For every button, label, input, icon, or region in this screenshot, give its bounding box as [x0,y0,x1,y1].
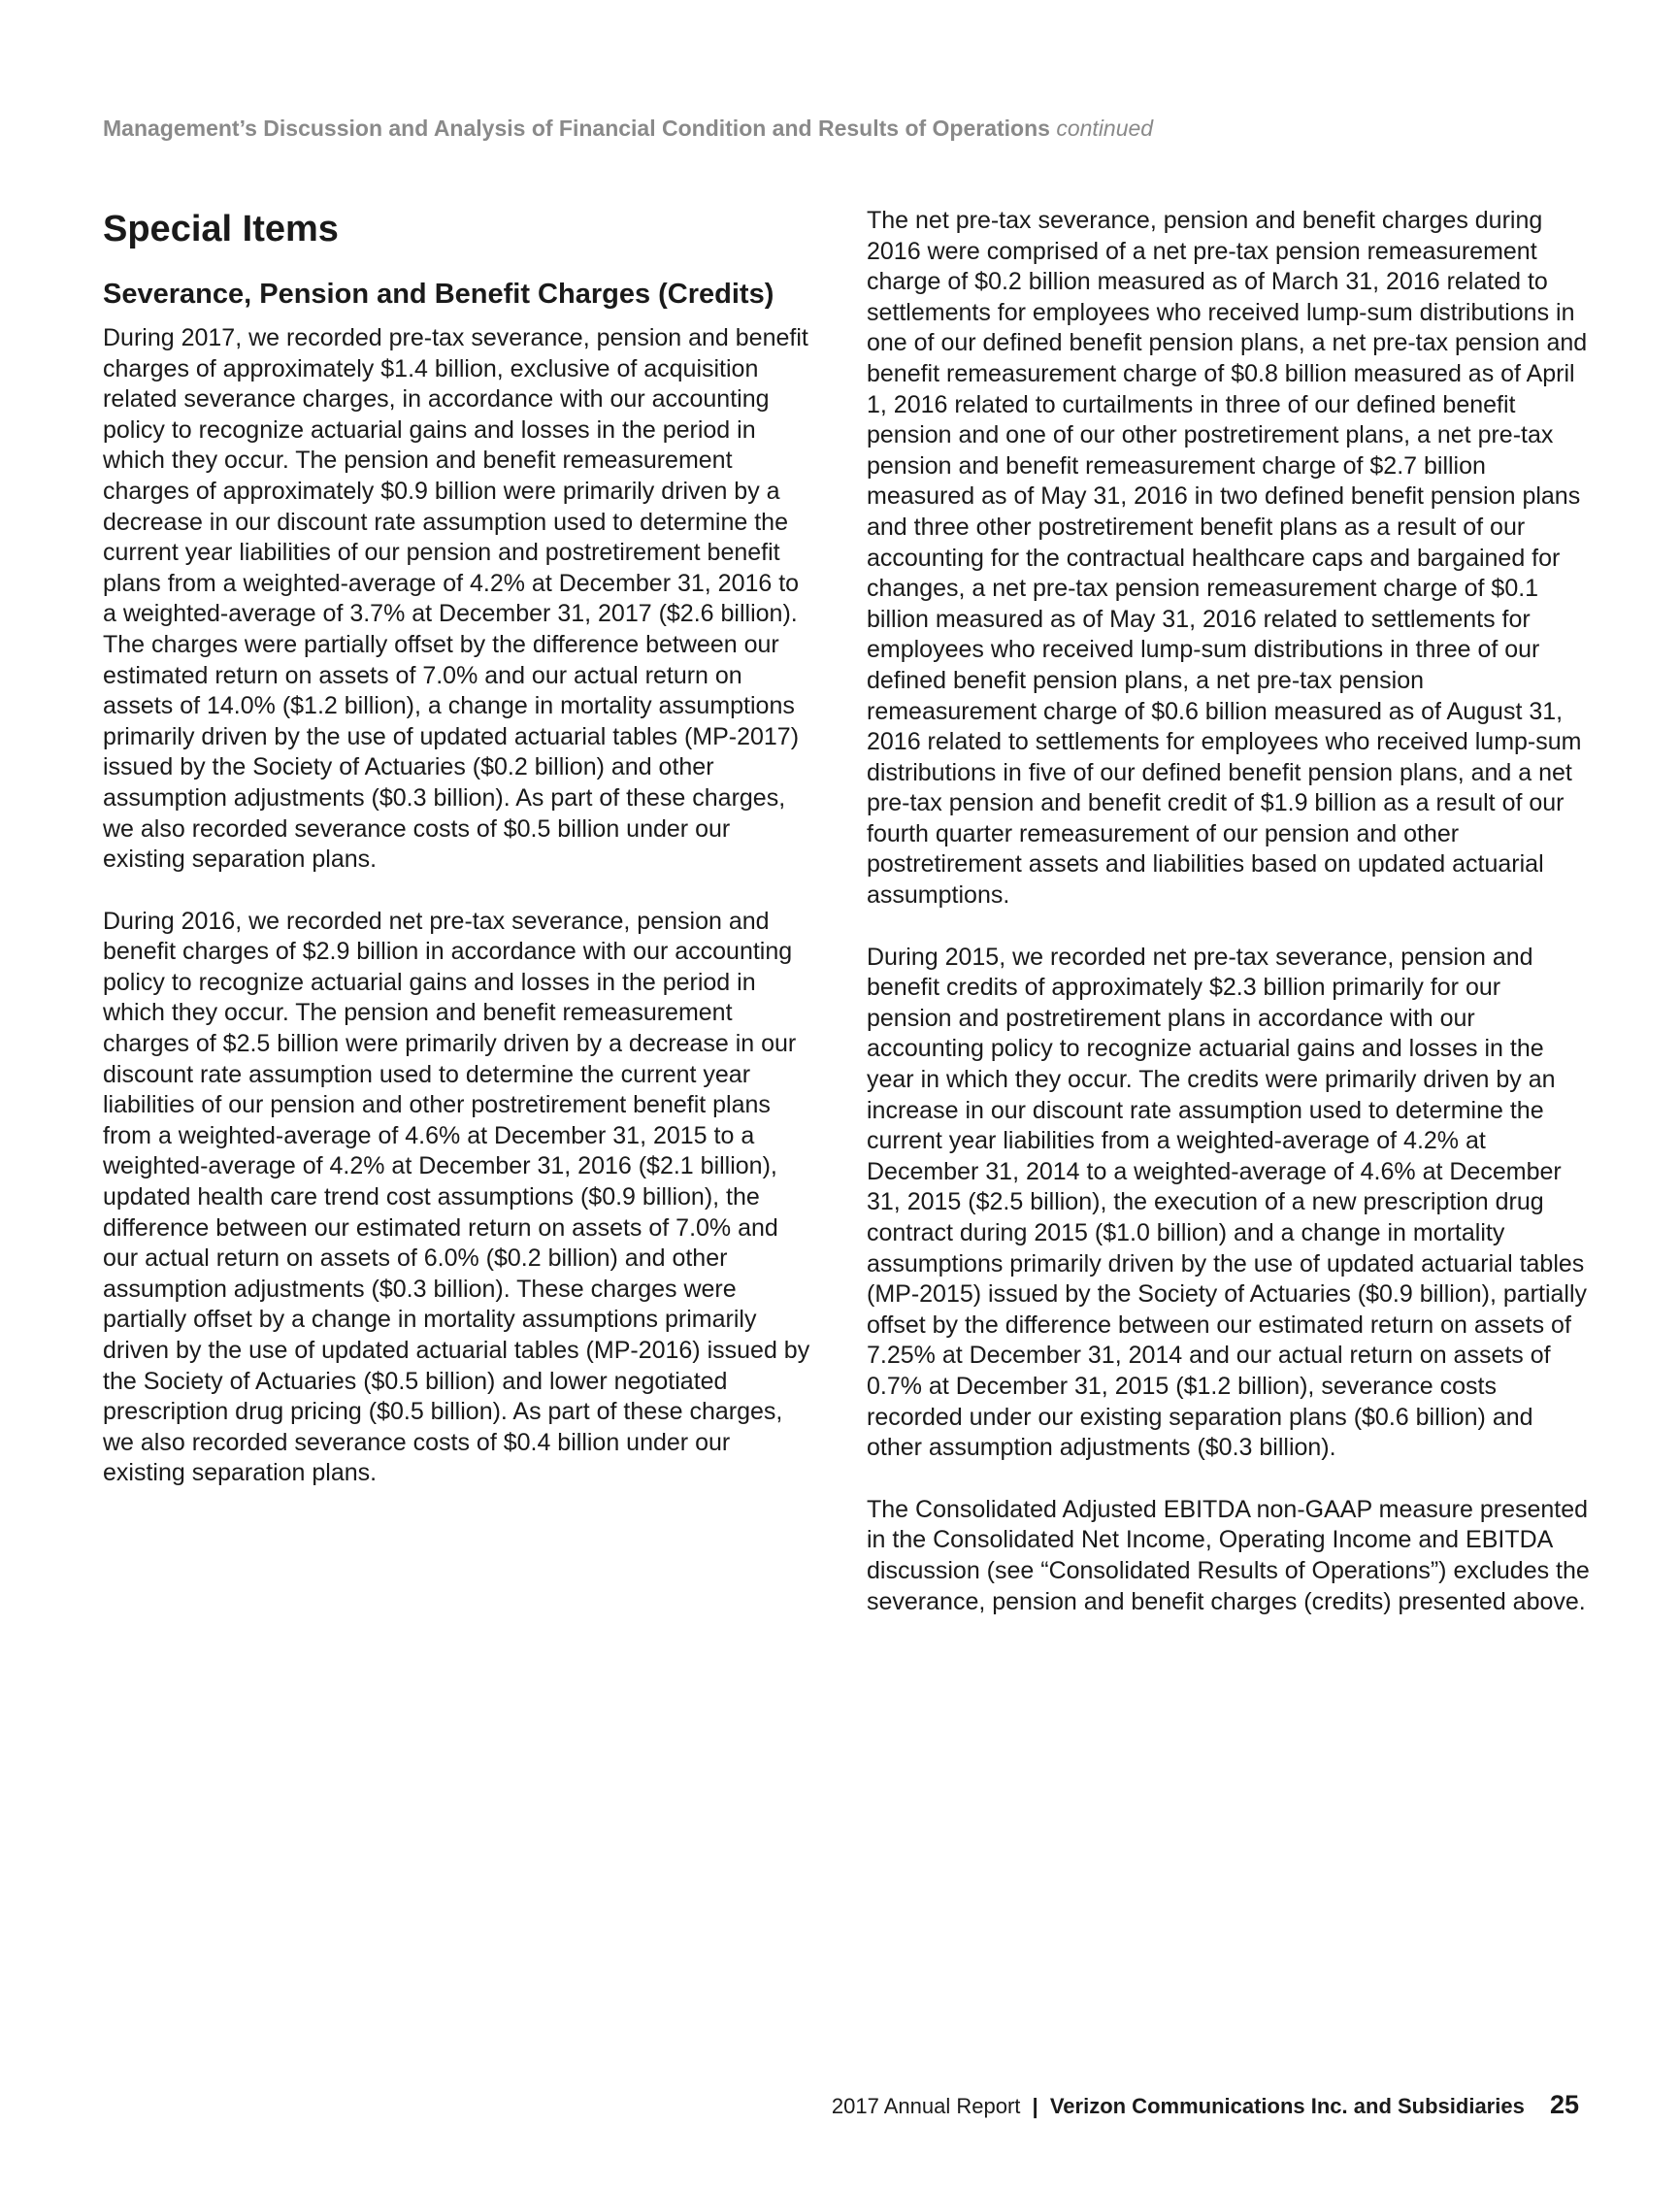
paragraph-2016: During 2016, we recorded net pre-tax severance, pension and benefit charges of $2.9 billion in accordance with our accounting policy to recognize actuarial gains and losses in the period in which they occur. The pension and benefit remeasurement charges of $2.5 billion were primarily driven by a decrease in our discount rate assumption used to determine the current year liabilities of our pension and other postretirement benefit plans from a weighted-average of 4.6% at December 31, 2015 to a weighted-average of 4.2% at December 31, 2016 ($2.1 billion), updated health care trend cost assumptions ($0.9 billion), the difference between our estimated return on assets of 7.0% and our actual return on assets of 6.0% ($0.2 billion) and other assumption adjustments ($0.3 billion). These charges were partially offset by a change in mortality assumptions primarily driven by the use of updated actuarial tables (MP-2016) issued by the Society of Actuaries ($0.5 billion) and lower negotiated prescription drug pricing ($0.5 billion). As part of these charges, we also recorded severance costs of $0.4 billion under our existing separation plans. [103,907,810,1487]
paragraph-2016-details: The net pre-tax severance, pension and benefit charges during 2016 were comprised of a net pre-tax pension remeasurement charge of $0.2 billion measured as of March 31, 2016 related to settlements for employees who received lump-sum distributions in one of our defined benefit pension plans, a net pre-tax pension and benefit remeasurement charge of $0.8 billion measured as of April 1, 2016 related to curtailments in three of our defined benefit pension and one of our other postretirement plans, a net pre-tax pension and benefit remeasurement charge of $2.7 billion measured as of May 31, 2016 in two defined benefit pension plans and three other postretirement benefit plans as a result of our accounting for the contractual healthcare caps and bargained for changes, a net pre-tax pension remeasurement charge of $0.1 billion measured as of May 31, 2016 related to settlements for employees who received lump-sum distributions in three of our defined benefit pension plans, a net pre-tax pension remeasurement charge of $0.6 billion measured as of August 31, 2016 related to settlements for employees who received lump-sum distributions in five of our defined benefit pension plans, and a net pre-tax pension and benefit credit of $1.9 billion as a result of our fourth quarter remeasurement of our pension and other postretirement assets and liabilities based on updated actuarial assumptions. [867,207,1588,910]
section-title: Special Items [103,209,339,249]
paragraph-2015: During 2015, we recorded net pre-tax severance, pension and benefit credits of approximately $2.3 billion primarily for our pension and postretirement plans in accordance with our accounting policy to recognize actuarial gains and losses in the year in which they occur. The credits were primarily driven by an increase in our discount rate assumption used to determine the current year liabilities from a weighted-average of 4.2% at December 31, 2014 to a weighted-average of 4.6% at December 31, 2015 ($2.5 billion), the execution of a new prescription drug contract during 2015 ($1.0 billion) and a change in mortality assumptions primarily driven by the use of updated actuarial tables (MP-2015) issued by the Society of Actuaries ($0.9 billion), partially offset by the difference between our estimated return on assets of 7.25% at December 31, 2014 and our actual return on assets of 0.7% at December 31, 2015 ($1.2 billion), severance costs recorded under our existing separation plans ($0.6 billion) and other assumption adjustments ($0.3 billion). [867,943,1588,1462]
footer-report: 2017 Annual Report [831,2094,1021,2118]
sub-title: Severance, Pension and Benefit Charges (Credits) [103,279,774,310]
paragraph-ebitda: The Consolidated Adjusted EBITDA non-GAAP measure presented in the Consolidated Net Income, Operating Income and EBITDA discussion (see “Consolidated Results of Operations”) excludes the severance, pension and benefit charges (credits) presented above. [867,1495,1590,1615]
running-header-suffix: continued [1056,116,1154,141]
right-column [867,206,1590,1617]
page-number: 25 [1549,2090,1579,2119]
left-column [103,206,817,1489]
footer-separator: | [1032,2094,1038,2118]
page-footer [832,2090,1579,2120]
running-header-title: Management’s Discussion and Analysis of Financial Condition and Results of Operations [103,116,1050,141]
running-header [103,116,1153,142]
paragraph-2017: During 2017, we recorded pre-tax severance, pension and benefit charges of approximately $1.4 billion, exclusive of acquisition related severance charges, in accordance with our accounting policy to recognize actuarial gains and losses in the period in which they occur. The pension and benefit remeasurement charges of approximately $0.9 billion were primarily driven by a decrease in our discount rate assumption used to determine the current year liabilities of our pension and postretirement benefit plans from a weighted-average of 4.2% at December 31, 2016 to a weighted-average of 3.7% at December 31, 2017 ($2.6 billion). The charges were partially offset by the difference between our estimated return on assets of 7.0% and our actual return on assets of 14.0% ($1.2 billion), a change in mortality assumptions primarily driven by the use of updated actuarial tables (MP-2017) issued by the Society of Actuaries ($0.2 billion) and other assumption adjustments ($0.3 billion). As part of these charges, we also recorded severance costs of $0.5 billion under our existing separation plans. [103,324,808,874]
footer-company: Verizon Communications Inc. and Subsidiaries [1049,2094,1525,2118]
